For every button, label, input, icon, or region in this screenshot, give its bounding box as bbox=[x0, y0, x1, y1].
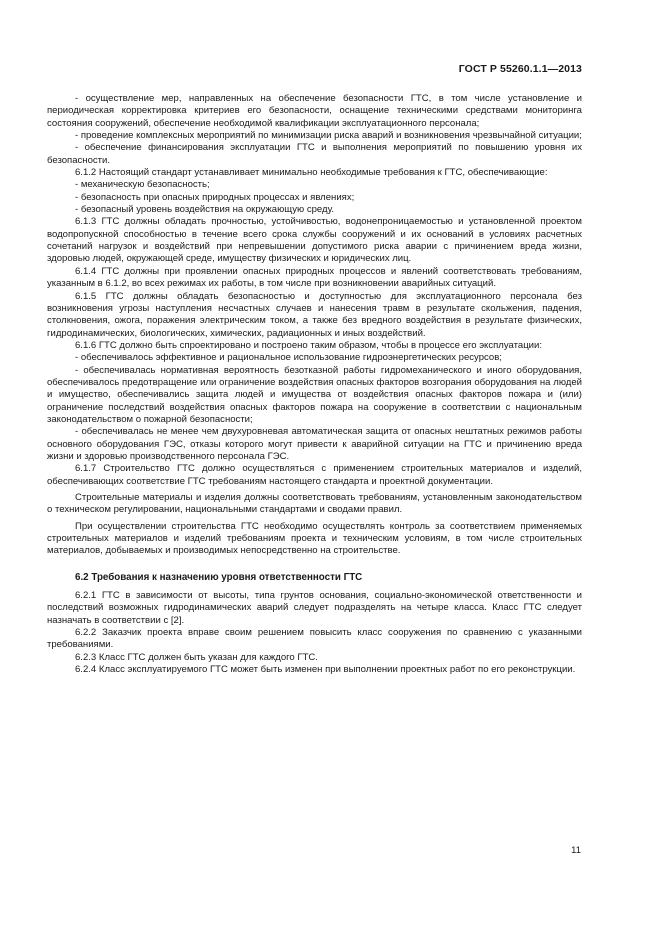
document-body bbox=[47, 93, 582, 676]
paragraph: 6.2.4 Класс эксплуатируемого ГТС может быть изменен при выполнении проектных работ по его реконструкции. bbox=[75, 664, 576, 676]
page-number: 11 bbox=[571, 845, 581, 856]
paragraph: - обеспечивалось эффективное и рациональное использование гидроэнергетических ресурсов; bbox=[75, 352, 502, 364]
paragraph: 6.2.1 ГТС в зависимости от высоты, типа грунтов основания, социально-экономической ответственности и последствий возможных гидродинамических аварий следует подразделять на четыре класса. Класс ГТС следует назначать в соответствии с [2]. bbox=[47, 590, 582, 626]
section-heading: 6.2 Требования к назначению уровня ответственности ГТС bbox=[75, 571, 363, 583]
paragraph: - проведение комплексных мероприятий по минимизации риска аварий и возникновения чрезвычайной ситуации; bbox=[75, 130, 582, 142]
paragraph: 6.2.2 Заказчик проекта вправе своим решением повысить класс сооружения по сравнению с указанными требованиями. bbox=[47, 627, 582, 651]
paragraph: При осуществлении строительства ГТС необходимо осуществлять контроль за соответствием применяемых строительных материалов и изделий требованиям проекта и техническим условиям, в том числе строительных материалов, добываемых и производимых непосредственно на строительстве. bbox=[47, 520, 582, 557]
paragraph: Строительные материалы и изделия должны соответствовать требованиям, установленным законодательством о техническом регулировании, национальными стандартами и сводами правил. bbox=[47, 492, 582, 516]
paragraph: 6.1.6 ГТС должно быть спроектировано и построено таким образом, чтобы в процессе его эксплуатации: bbox=[75, 339, 542, 351]
paragraph: 6.1.2 Настоящий стандарт устанавливает минимально необходимые требования к ГТС, обеспечивающие: bbox=[75, 167, 548, 179]
paragraph: 6.1.4 ГТС должны при проявлении опасных природных процессов и явлений соответствовать требованиям, указанным в 6.1.2, во всех режимах их работы, в том числе при возникновении аварийных ситуаций. bbox=[47, 265, 582, 290]
standard-number-header: ГОСТ Р 55260.1.1—2013 bbox=[458, 63, 582, 75]
paragraph: - обеспечение финансирования эксплуатации ГТС и выполнения мероприятий по повышению уровня их безопасности. bbox=[47, 142, 582, 166]
paragraph: - безопасный уровень воздействия на окружающую среду. bbox=[75, 204, 335, 216]
paragraph: 6.1.5 ГТС должны обладать безопасностью и доступностью для эксплуатационного персонала без возникновения угрозы наступления несчастных случаев и нанесения травм в результате скольжения, падения, столкновения, ожога, поражения электрическим током, а также без вредного воздействия в результате физических, гидродинамических, биологических, химических, радиационных и иных воздействий. bbox=[47, 290, 582, 339]
paragraph: - обеспечивалась нормативная вероятность безотказной работы гидромеханического и иного оборудования, обеспечивалось предотвращение или ограничение воздействия опасных факторов возгорания оборудования на людей и имущество, обеспечивались защита людей и имущества от воздействия опасных факторов пожара и (или) ограничение последствий воздействия опасных факторов пожара на сооружение в соответствии с национальным законодательством о пожарной безопасности; bbox=[47, 364, 582, 425]
paragraph: 6.1.7 Строительство ГТС должно осуществляться с применением строительных материалов и изделий, обеспечивающих соответствие ГТС требованиям настоящего стандарта и проектной документации. bbox=[47, 463, 582, 487]
paragraph: - механическую безопасность; bbox=[75, 179, 210, 191]
paragraph: - безопасность при опасных природных процессах и явлениях; bbox=[75, 191, 355, 203]
paragraph: - обеспечивалась не менее чем двухуровневая автоматическая защита от опасных нештатных режимов работы основного оборудования ГЭС, отказы которого могут привести к аварийной ситуации на ГТС и причинению вреда жизни и здоровью производственного персонала ГЭС. bbox=[47, 426, 582, 462]
paragraph: 6.1.3 ГТС должны обладать прочностью, устойчивостью, водонепроницаемостью и установленной проектом водопропускной способностью в течение всего срока службы сооружений и их оснований в условиях расчетных сочетаний нагрузок и воздействий при непревышении допустимого риска аварии с причинением вреда жизни, здоровью людей, окружающей среде, имуществу физических и юридических лиц. bbox=[47, 216, 582, 265]
paragraph: - осуществление мер, направленных на обеспечение безопасности ГТС, в том числе установление и периодическая корректировка критериев его безопасности, оснащение техническими средствами мониторинга состояния сооружений, обеспечение необходимой квалификации эксплуатационного персонала; bbox=[47, 93, 582, 129]
paragraph: 6.2.3 Класс ГТС должен быть указан для каждого ГТС. bbox=[75, 651, 318, 663]
